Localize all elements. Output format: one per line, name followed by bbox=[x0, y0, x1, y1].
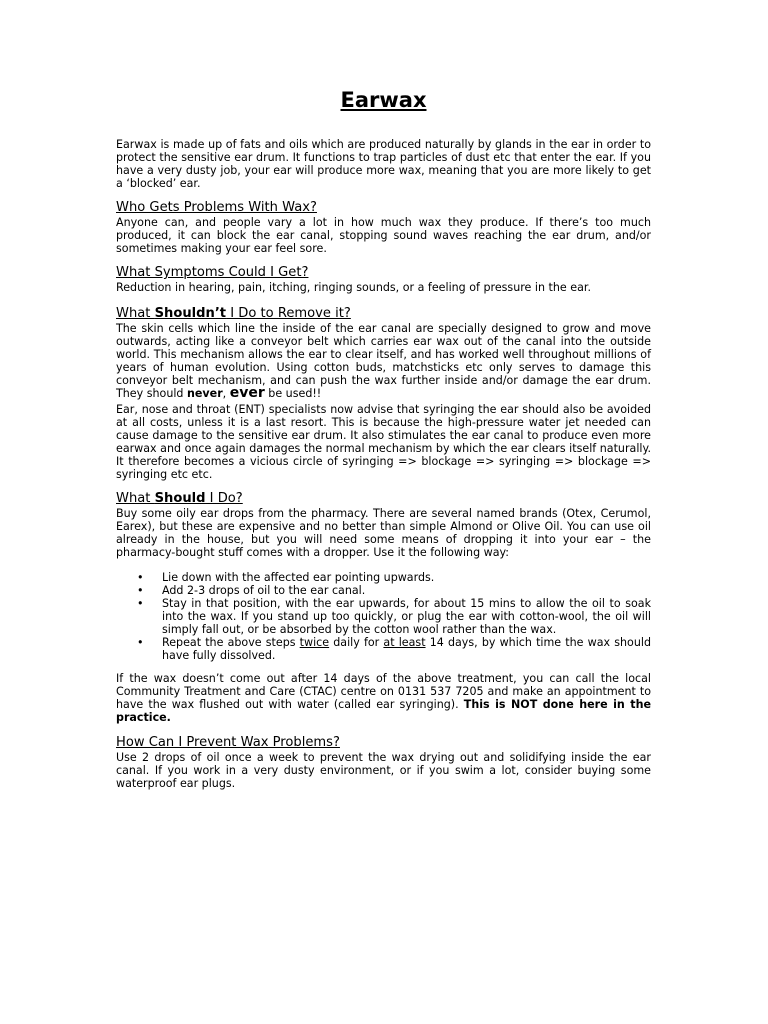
heading-what-shouldnt bbox=[116, 306, 651, 322]
syringing-paragraph: Ear, nose and throat (ENT) specialists now advise that syringing the ear should also be avoided at all costs, unless it is a last resort. This is because the high-pressure water jet needed can cause damage to the sensitive ear drum. It also stimulates the ear canal to produce even more earwax and once again damages the normal mechanism by which the ear clears itself naturally. It therefore becomes a vicious circle of syringing => blockage => syringing => blockage => syringing etc etc. bbox=[116, 403, 651, 481]
list-item-text: Lie down with the affected ear pointing upwards. bbox=[162, 571, 435, 584]
bullet-icon: • bbox=[137, 584, 144, 597]
paragraph-text: be used!! bbox=[264, 387, 322, 400]
heading-who-gets-problems: Who Gets Problems With Wax? bbox=[116, 200, 317, 215]
heading-part: What bbox=[116, 306, 155, 321]
at-least-underlined: at least bbox=[383, 636, 426, 649]
list-item bbox=[116, 636, 651, 662]
instructions-list bbox=[116, 571, 651, 662]
intro-paragraph: Earwax is made up of fats and oils which are produced naturally by glands in the ear in order to protect the sensitive ear drum. It functions to trap particles of dust etc that enter the ear. If you have a very dusty job, your ear will produce more wax, meaning that you are more likely to get a ‘blocked’ ear. bbox=[116, 138, 651, 190]
paragraph-text: If the wax doesn’t come out after 14 days of the above treatment, you can call the local Community Treatment and Care (CTAC) centre on 0131 537 7205 and make an appointment to have the wax flushed out with water (called ear syringing). bbox=[116, 672, 651, 711]
ever-emphasis: ever bbox=[229, 385, 265, 401]
bullet-icon: • bbox=[137, 636, 144, 649]
heading-symptoms: What Symptoms Could I Get? bbox=[116, 265, 309, 280]
bullet-icon: • bbox=[137, 571, 144, 584]
heading-part: I Do to Remove it? bbox=[226, 306, 351, 321]
heading-what-should bbox=[116, 491, 651, 507]
heading-part: What bbox=[116, 491, 155, 506]
paragraph-text: , bbox=[222, 387, 230, 400]
prevent-paragraph: Use 2 drops of oil once a week to prevent the wax drying out and solidifying inside the ear canal. If you work in a very dusty environment, or if you swim a lot, consider buying some waterproof ear plugs. bbox=[116, 751, 651, 790]
list-item-text: 14 days, by which time the wax should have fully dissolved. bbox=[162, 636, 651, 662]
heading-emphasis: Shouldn’t bbox=[154, 306, 227, 321]
symptoms-paragraph: Reduction in hearing, pain, itching, ringing sounds, or a feeling of pressure in the ear. bbox=[116, 281, 591, 294]
ctac-paragraph bbox=[116, 672, 651, 724]
bullet-icon: • bbox=[137, 597, 144, 610]
heading-prevent: How Can I Prevent Wax Problems? bbox=[116, 735, 340, 750]
who-gets-problems-paragraph: Anyone can, and people vary a lot in how much wax they produce. If there’s too much produced, it can block the ear canal, stopping sound waves reaching the ear drum, and/or sometimes making your ear feel sore. bbox=[116, 216, 651, 255]
list-item-text: Stay in that position, with the ear upwards, for about 15 mins to allow the oil to soak into the wax. If you stand up too quickly, or plug the ear with cotton-wool, the oil will simply fall out, or be absorbed by the cotton wool rather than the wax. bbox=[162, 597, 651, 636]
never-emphasis: never bbox=[187, 387, 223, 400]
heading-part: I Do? bbox=[205, 491, 243, 506]
list-item-text: daily for bbox=[329, 636, 384, 649]
heading-emphasis: Should bbox=[154, 491, 206, 506]
list-item bbox=[116, 571, 651, 584]
oil-drops-paragraph: Buy some oily ear drops from the pharmacy. There are several named brands (Otex, Cerumol, Earex), but these are expensive and no better than simple Almond or Olive Oil. You can use oil already in the house, but you will need some means of dropping it into your ear – the pharmacy-bought stuff comes with a dropper. Use it the following way: bbox=[116, 507, 651, 559]
list-item-text: Repeat the above steps bbox=[162, 636, 300, 649]
document-title: Earwax bbox=[340, 88, 427, 112]
list-item bbox=[116, 597, 651, 636]
conveyor-belt-paragraph bbox=[116, 322, 651, 400]
list-item bbox=[116, 584, 651, 597]
not-done-here-emphasis: This is NOT done here in the practice. bbox=[116, 698, 651, 724]
paragraph-text: The skin cells which line the inside of the ear canal are specially designed to grow and move outwards, acting like a conveyor belt which carries ear wax out of the canal into the outside world. This mechanism allows the ear to clear itself, and has worked well throughout millions of years of human evolution. Using cotton buds, matchsticks etc only serves to damage this conveyor belt mechanism, and can push the wax further inside and/or damage the ear drum. They should bbox=[116, 322, 651, 400]
list-item-text: Add 2-3 drops of oil to the ear canal. bbox=[162, 584, 366, 597]
twice-underlined: twice bbox=[299, 636, 330, 649]
